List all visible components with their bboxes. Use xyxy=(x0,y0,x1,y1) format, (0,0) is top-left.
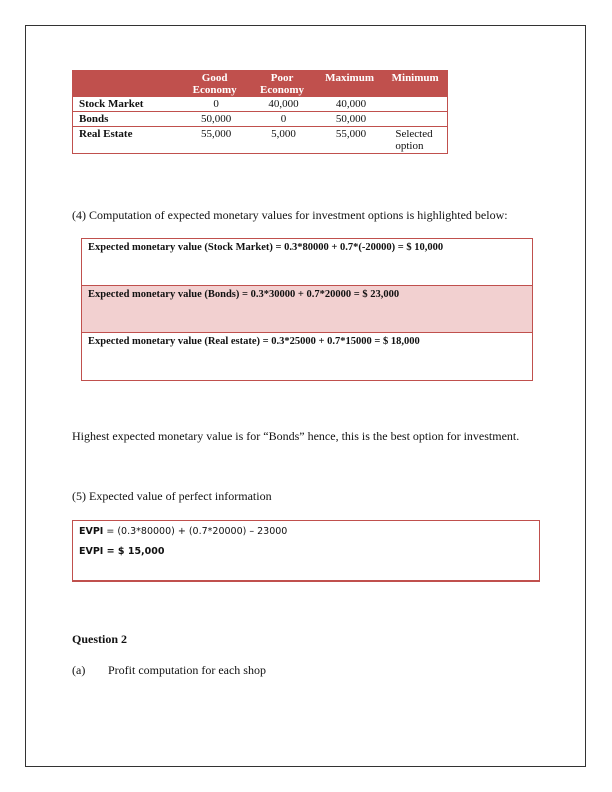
table-cell: 5,000 xyxy=(248,127,315,154)
table-cell: 40,000 xyxy=(248,97,315,112)
emv-results-box xyxy=(81,238,533,381)
evpi-box xyxy=(72,520,540,582)
section-4-conclusion: Highest expected monetary value is for “Bonds” hence, this is the best option for investment. xyxy=(72,429,520,443)
decision-table xyxy=(72,70,448,154)
section-4-intro: (4) Computation of expected monetary values for investment options is highlighted below: xyxy=(72,208,508,222)
question-2-part-a xyxy=(72,663,266,678)
table-header-cell: Poor Economy xyxy=(248,70,315,97)
table-cell: 50,000 xyxy=(316,112,384,127)
table-row xyxy=(73,97,448,112)
table-cell: 40,000 xyxy=(316,97,384,112)
table-header-cell: Maximum xyxy=(316,70,384,97)
section-5-title: (5) Expected value of perfect information xyxy=(72,489,272,503)
table-header-cell: Good Economy xyxy=(181,70,248,97)
question-2-heading: Question 2 xyxy=(72,632,128,646)
table-header-row xyxy=(73,70,448,97)
evpi-label: EVPI xyxy=(79,526,104,537)
evpi-formula: = (0.3*80000) + (0.7*20000) – 23000 xyxy=(103,526,288,537)
emv-stock-market: Expected monetary value (Stock Market) = 0.3*80000 + 0.7*(-20000) = $ 10,000 xyxy=(82,239,532,286)
table-cell: 50,000 xyxy=(181,112,248,127)
table-cell: 55,000 xyxy=(181,127,248,154)
table-cell xyxy=(383,112,447,127)
evpi-result: = $ 15,000 xyxy=(103,546,165,557)
table-cell: 55,000 xyxy=(316,127,384,154)
emv-bonds-highlighted: Expected monetary value (Bonds) = 0.3*30000 + 0.7*20000 = $ 23,000 xyxy=(82,286,532,333)
table-row xyxy=(73,127,448,154)
table-header-cell xyxy=(73,70,181,97)
emv-real-estate: Expected monetary value (Real estate) = 0.3*25000 + 0.7*15000 = $ 18,000 xyxy=(88,336,420,347)
part-a-text: Profit computation for each shop xyxy=(108,663,266,677)
evpi-result-line xyxy=(79,543,533,563)
evpi-formula-line xyxy=(79,523,533,543)
table-cell: 0 xyxy=(248,112,315,127)
part-a-label: (a) xyxy=(72,663,86,677)
table-cell xyxy=(383,97,447,112)
table-row-label: Bonds xyxy=(73,112,181,127)
table-cell: 0 xyxy=(181,97,248,112)
table-row-label: Stock Market xyxy=(73,97,181,112)
table-header-cell: Minimum xyxy=(383,70,447,97)
table-row xyxy=(73,112,448,127)
table-cell-selected-option: Selected option xyxy=(383,127,447,154)
evpi-label: EVPI xyxy=(79,546,104,557)
table-row-label: Real Estate xyxy=(73,127,181,154)
